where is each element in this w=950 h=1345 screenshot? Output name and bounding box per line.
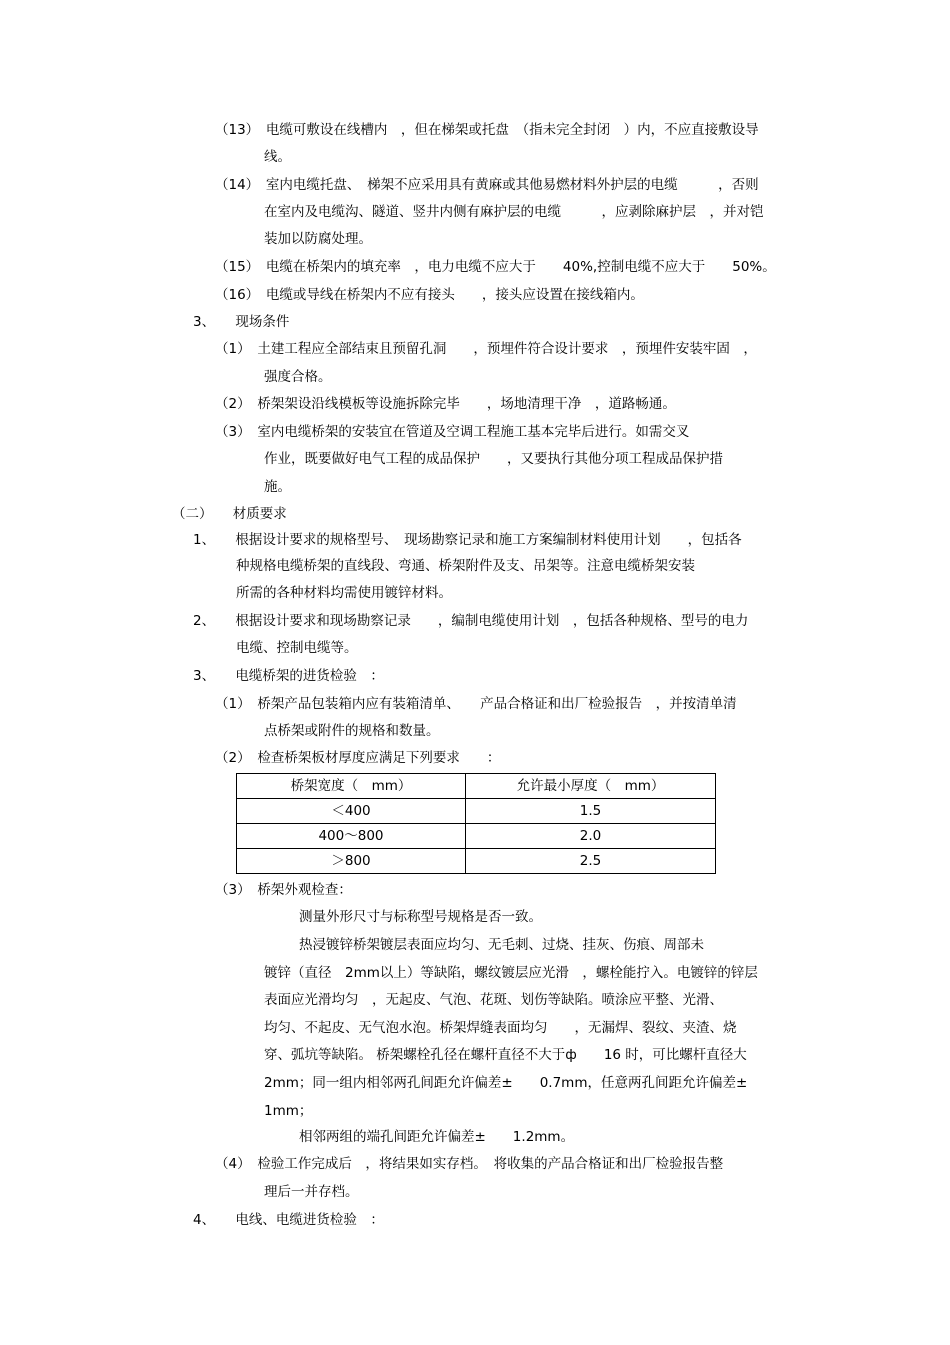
table-row [237,799,716,824]
text-line: （4） 检验工作完成后 ，将结果如实存档。 将收集的产品合格证和出厂检验报告整 [215,1156,724,1172]
table-header: 桥架宽度（ mm） [237,774,466,799]
thickness-table [236,773,716,874]
text-line: 作业，既要做好电气工程的成品保护 ，又要执行其他分项工程成品保护措 [264,451,723,467]
table-row [237,824,716,849]
text-line: （16） 电缆或导线在桥架内不应有接头 ，接头应设置在接线箱内。 [215,287,644,303]
text-line: 理后一并存档。 [264,1184,359,1200]
text-line: （2） 检查桥架板材厚度应满足下列要求 ： [215,750,501,766]
table-cell: ＞800 [237,849,466,874]
table-cell: 2.5 [466,849,716,874]
section-heading: 3、 现场条件 [193,314,290,330]
table-cell: 1.5 [466,799,716,824]
text-line: 电缆、控制电缆等。 [236,640,358,656]
table-cell: ＜400 [237,799,466,824]
text-line: 点桥架或附件的规格和数量。 [264,723,440,739]
text-line: 均匀、不起皮、无气泡水泡。桥架焊缝表面均匀 ，无漏焊、裂纹、夹渣、烧 [264,1020,737,1036]
table-cell: 2.0 [466,824,716,849]
table-header: 允许最小厚度（ mm） [466,774,716,799]
text-line: 测量外形尺寸与标称型号规格是否一致。 [299,909,542,925]
table-header-row [237,774,716,799]
text-line: （13） 电缆可敷设在线槽内 ，但在梯架或托盘 （指未完全封闭 ）内，不应直接敷设导 [215,122,759,138]
text-line: 强度合格。 [264,369,332,385]
section-heading: 3、 电缆桥架的进货检验 ： [193,668,384,684]
table-cell: 400～800 [237,824,466,849]
text-line: 在室内及电缆沟、隧道、竖井内侧有麻护层的电缆 ，应剥除麻护层 ，并对铠 [264,204,764,220]
text-line: （2） 桥架架设沿线模板等设施拆除完毕 ，场地清理干净 ，道路畅通。 [215,396,676,412]
text-line: （3） 室内电缆桥架的安装宜在管道及空调工程施工基本完毕后进行。如需交叉 [215,424,690,440]
text-line: （15） 电缆在桥架内的填充率 ，电力电缆不应大于 40%,控制电缆不应大于 50%。 [215,259,776,275]
text-line: 表面应光滑均匀 ，无起皮、气泡、花斑、划伤等缺陷。喷涂应平整、光滑、 [264,992,723,1008]
text-line: 相邻两组的端孔间距允许偏差± 1.2mm。 [299,1129,575,1145]
text-line: 2mm；同一组内相邻两孔间距允许偏差± 0.7mm，任意两孔间距允许偏差± [264,1075,748,1091]
text-line: 所需的各种材料均需使用镀锌材料。 [236,585,452,601]
text-line: （1） 桥架产品包装箱内应有装箱清单、 产品合格证和出厂检验报告 ，并按清单清 [215,696,737,712]
text-line: 装加以防腐处理。 [264,231,372,247]
text-line: 热浸镀锌桥架镀层表面应均匀、无毛刺、过烧、挂灰、伤痕、周部未 [299,937,704,953]
text-line: 1、 根据设计要求的规格型号、 现场勘察记录和施工方案编制材料使用计划 ，包括各 [193,532,742,548]
text-line: （1） 土建工程应全部结束且预留孔洞 ，预埋件符合设计要求 ，预埋件安装牢固 ， [215,341,757,357]
text-line: 种规格电缆桥架的直线段、弯通、桥架附件及支、吊架等。注意电缆桥架安装 [236,558,695,574]
section-heading: （二） 材质要求 [172,506,287,522]
table-row [237,849,716,874]
text-line: （3） 桥架外观检查： [215,882,352,898]
text-line: 穿、弧坑等缺陷。 桥架螺栓孔径在螺杆直径不大于ф 16 时，可比螺杆直径大 [264,1047,747,1063]
text-line: 1mm； [264,1103,313,1119]
text-line: 线。 [264,149,291,165]
text-line: 施。 [264,479,291,495]
text-line: 镀锌（直径 2mm以上）等缺陷，螺纹镀层应光滑 ，螺栓能拧入。电镀锌的锌层 [264,965,758,981]
section-heading: 4、 电线、电缆进货检验 ： [193,1212,384,1228]
text-line: 2、 根据设计要求和现场勘察记录 ，编制电缆使用计划 ，包括各种规格、型号的电力 [193,613,749,629]
text-line: （14） 室内电缆托盘、 梯架不应采用具有黄麻或其他易燃材料外护层的电缆 ，否则 [215,177,759,193]
